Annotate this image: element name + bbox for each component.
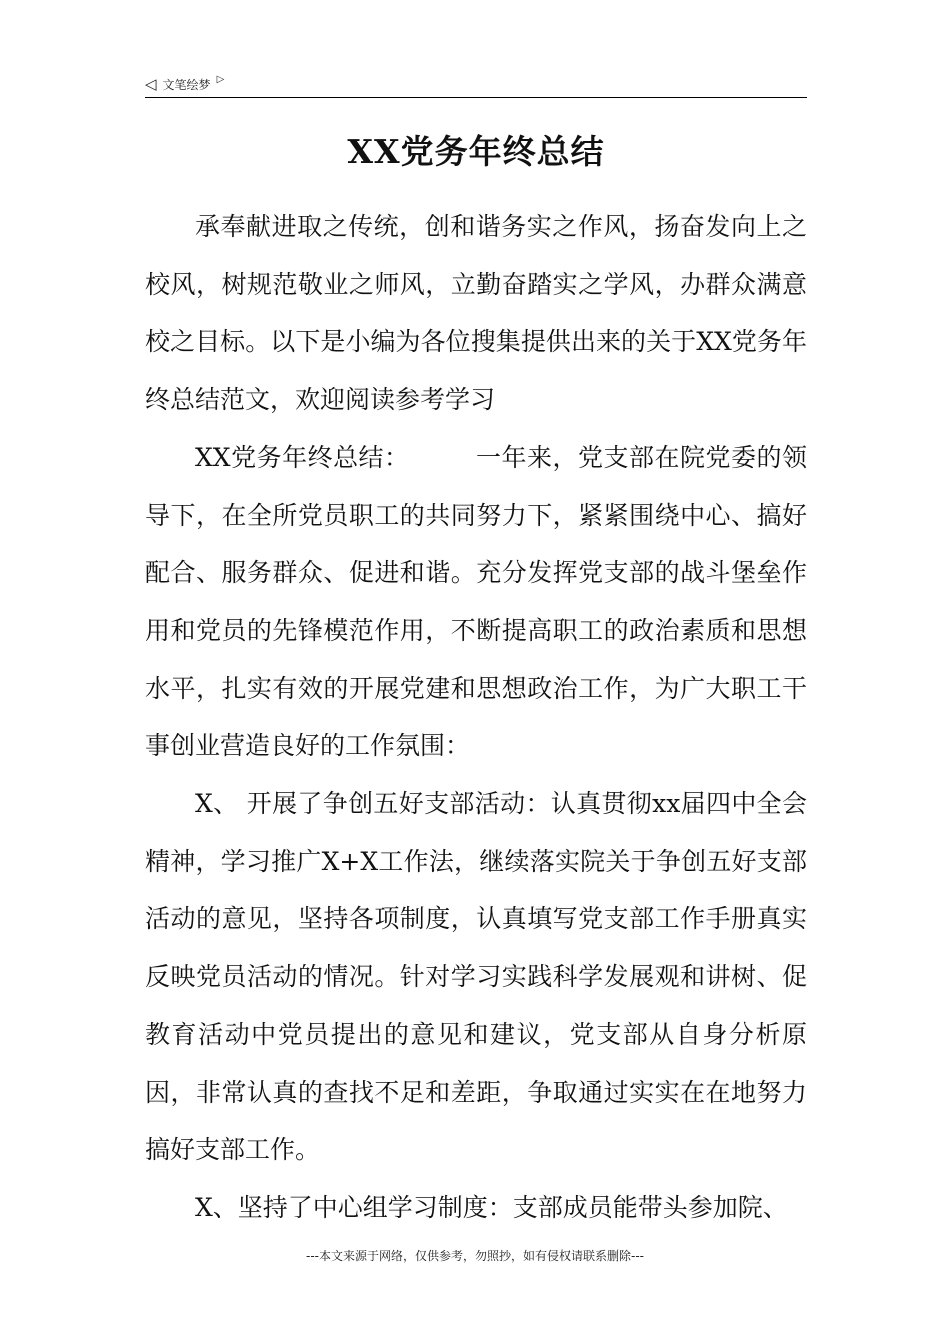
page-footer-disclaimer: ---本文来源于网络，仅供参考，勿照抄，如有侵权请联系删除--- — [306, 1249, 644, 1263]
summary-label: XX党务年终总结： — [195, 442, 410, 472]
item-paragraph-1: X、 开展了争创五好支部活动：认真贯彻xx届四中全会精神，学习推广X+X工作法，继续落实院关于争创五好支部活动的意见，坚持各项制度，认真填写党支部工作手册真实反映党员活动的情况。针对学习实践科学发展观和讲树、促教育活动中党员提出的意见和建议，党支部从自身分析原因，非常认真的查找不足和差距，争取通过实实在在地努力搞好支部工作。 — [145, 789, 807, 1165]
right-triangle-icon: ▷ — [216, 74, 225, 85]
document-body — [145, 198, 807, 1237]
intro-paragraph: 承奉献进取之传统，创和谐务实之作风，扬奋发向上之校风，树规范敬业之师风，立勤奋踏实之学风，办群众满意校之目标。以下是小编为各位搜集提供出来的关于XX党务年终总结范文，欢迎阅读参考学习 — [145, 212, 807, 415]
brand-name: 文笔绘梦 — [162, 77, 211, 92]
left-triangle-icon: ◁ — [145, 74, 157, 93]
summary-body: 一年来，党支部在院党委的领导下，在全所党员职工的共同努力下，紧紧围绕中心、搞好配合、服务群众、促进和谐。充分发挥党支部的战斗堡垒作用和党员的先锋模范作用，不断提高职工的政治素质和思想水平，扎实有效的开展党建和思想政治工作，为广大职工干事创业营造良好的工作氛围： — [145, 442, 807, 761]
item-paragraph-2: X、坚持了中心组学习制度：支部成员能带头参加院、 — [195, 1192, 788, 1222]
header-divider — [145, 97, 807, 98]
document-title: XX党务年终总结 — [347, 132, 605, 171]
page-header — [145, 72, 807, 96]
summary-paragraph — [145, 429, 807, 775]
